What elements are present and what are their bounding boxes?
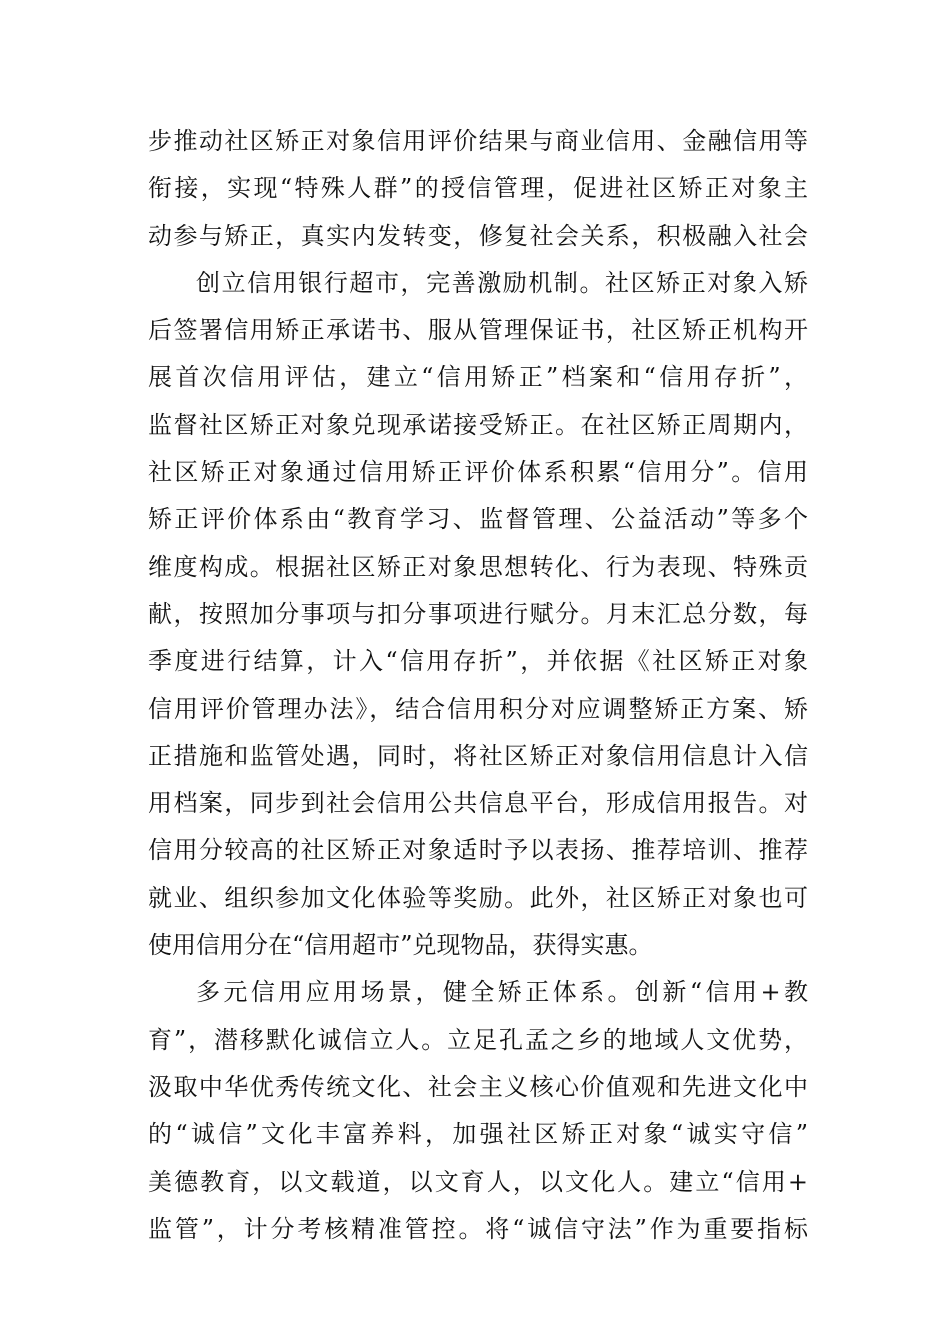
text-line: 矫正评价体系由“教育学习、监督管理、公益活动”等多个 [148, 505, 808, 534]
text-line: 的“诚信”文化丰富养料，加强社区矫正对象“诚实守信” [148, 1120, 808, 1149]
paragraph-start-line: 多元信用应用场景，健全矫正体系。创新“信用+教 [196, 978, 808, 1007]
text-line: 信用分较高的社区矫正对象适时予以表扬、推荐培训、推荐 [148, 836, 808, 865]
text-line: 用档案，同步到社会信用公共信息平台，形成信用报告。对 [148, 789, 808, 818]
paragraph-start-line: 创立信用银行超市，完善激励机制。社区矫正对象入矫 [196, 268, 808, 297]
text-line: 信用评价管理办法》，结合信用积分对应调整矫正方案、矫 [148, 694, 808, 723]
text-line: 展首次信用评估，建立“信用矫正”档案和“信用存折”， [148, 363, 808, 392]
text-line: 正措施和监管处遇，同时，将社区矫正对象信用信息计入信 [148, 741, 808, 770]
text-line: 就业、组织参加文化体验等奖励。此外，社区矫正对象也可 [148, 883, 808, 912]
text-line: 季度进行结算，计入“信用存折”，并依据《社区矫正对象 [148, 647, 808, 676]
text-line: 育”，潜移默化诚信立人。立足孔孟之乡的地域人文优势， [148, 1025, 808, 1054]
text-line: 衔接，实现“特殊人群”的授信管理，促进社区矫正对象主 [148, 174, 808, 203]
body-text [148, 118, 808, 1253]
text-line: 献，按照加分事项与扣分事项进行赋分。月末汇总分数，每 [148, 599, 808, 628]
text-line: 步推动社区矫正对象信用评价结果与商业信用、金融信用等 [148, 127, 808, 155]
text-line: 美德教育，以文载道，以文育人，以文化人。建立“信用+ [148, 1167, 808, 1196]
paragraph-end-line: 使用信用分在“信用超市”兑现物品，获得实惠。 [148, 931, 653, 960]
text-line: 汲取中华优秀传统文化、社会主义核心价值观和先进文化中 [148, 1072, 808, 1101]
text-line: 后签署信用矫正承诺书、服从管理保证书，社区矫正机构开 [148, 316, 808, 345]
text-line: 动参与矫正，真实内发转变，修复社会关系，积极融入社会 [148, 221, 808, 250]
text-line: 社区矫正对象通过信用矫正评价体系积累“信用分”。信用 [148, 458, 808, 487]
text-line: 维度构成。根据社区矫正对象思想转化、行为表现、特殊贡 [148, 552, 808, 581]
text-line: 监督社区矫正对象兑现承诺接受矫正。在社区矫正周期内， [148, 410, 808, 439]
text-line: 监管”，计分考核精准管控。将“诚信守法”作为重要指标 [148, 1214, 808, 1243]
